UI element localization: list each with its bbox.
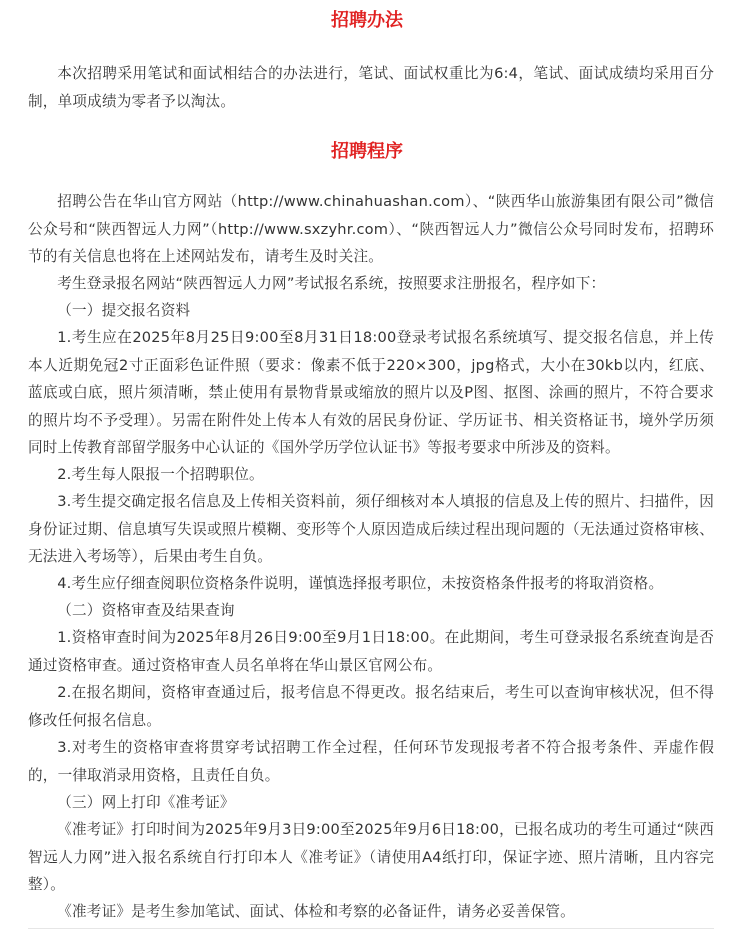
paragraph-item-1-submit: 1.考生应在2025年8月25日9:00至8月31日18:00登录考试报名系统填写、提交报名信息，并上传本人近期免冠2寸正面彩色证件照（要求：像素不低于220×300，jpg格式，大小在30kb以内，红底、蓝底或白底，照片须清晰，禁止使用有景物背景或缩放的照片以及P图、抠图、涂画的照片，不符合要求的照片均不予受理）。另需在附件处上传本人有效的居民身份证、学历证书、相关资格证书，境外学历须同时上传教育部留学服务中心认证的《国外学历学位认证书》等报考要求中所涉及的资料。 — [28, 329, 714, 456]
subheading-print-admission: （三）网上打印《准考证》 — [57, 794, 235, 811]
paragraph-announcement: 招聘公告在华山官方网站（http://www.chinahuashan.com）、“陕西华山旅游集团有限公司”微信公众号和“陕西智远人力网”（http://www.sxzyhr.com）、“陕西智远人力”微信公众号同时发布，招聘环节的有关信息也将在上述网站发布，请考生及时关注。 — [28, 193, 714, 265]
paragraph-review-no-change: 2.在报名期间，资格审查通过后，报考信息不得更改。报名结束后，考生可以查询审核状况，但不得修改任何报名信息。 — [28, 684, 714, 729]
section-heading-recruitment-procedure: 招聘程序 — [331, 141, 403, 162]
paragraph-item-3-verify: 3.考生提交确定报名信息及上传相关资料前，须仔细核对本人填报的信息及上传的照片、扫描件，因身份证过期、信息填写失误或照片模糊、变形等个人原因造成后续过程出现问题的（无法通过资格审核、无法进入考场等），后果由考生自负。 — [28, 493, 714, 565]
paragraph-admission-print-time: 《准考证》打印时间为2025年9月3日9:00至2025年9月6日18:00，已报名成功的考生可通过“陕西智远人力网”进入报名系统自行打印本人《准考证》（请使用A4纸打印，保证字迹、照片清晰，且内容完整）。 — [28, 821, 715, 893]
section-heading-recruitment-method: 招聘办法 — [331, 10, 403, 31]
paragraph-registration-intro: 考生登录报名网站“陕西智远人力网”考试报名系统，按照要求注册报名，程序如下： — [57, 275, 606, 292]
paragraph-item-4-conditions: 4.考生应仔细查阅职位资格条件说明，谨慎选择报考职位，未按资格条件报考的将取消资格。 — [57, 575, 664, 592]
paragraph-review-throughout: 3.对考生的资格审查将贯穿考试招聘工作全过程，任何环节发现报考者不符合报考条件、弄虚作假的，一律取消录用资格，且责任自负。 — [28, 739, 714, 784]
bottom-divider — [28, 928, 714, 929]
subheading-qualification-review: （二）资格审查及结果查询 — [57, 602, 235, 619]
paragraph-admission-keep: 《准考证》是考生参加笔试、面试、体检和考察的必备证件，请务必妥善保管。 — [57, 903, 575, 920]
paragraph-item-2-one-position: 2.考生每人限报一个招聘职位。 — [57, 466, 264, 483]
paragraph-method: 本次招聘采用笔试和面试相结合的办法进行，笔试、面试权重比为6:4，笔试、面试成绩均采用百分制，单项成绩为零者予以淘汰。 — [28, 65, 714, 110]
paragraph-review-time: 1.资格审查时间为2025年8月26日9:00至9月1日18:00。在此期间，考生可登录报名系统查询是否通过资格审查。通过资格审查人员名单将在华山景区官网公布。 — [28, 629, 714, 674]
subheading-submit-materials: （一）提交报名资料 — [57, 302, 191, 319]
